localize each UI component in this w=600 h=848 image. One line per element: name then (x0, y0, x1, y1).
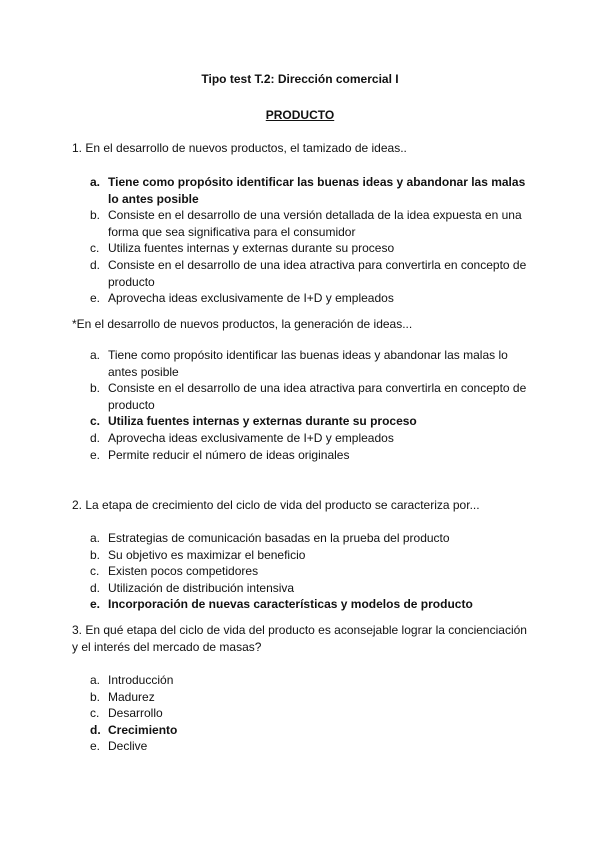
option-text: Tiene como propósito identificar las buenas ideas y abandonar las malas lo antes posible (108, 348, 508, 379)
option-letter: c. (90, 564, 100, 579)
question-1-options (72, 174, 532, 307)
option-letter: b. (90, 381, 101, 396)
option-text: Desarrollo (108, 706, 163, 721)
option-letter: e. (90, 447, 101, 462)
option (72, 380, 532, 413)
option-letter: a. (90, 531, 101, 545)
option-text: Tiene como propósito identificar las buenas ideas y abandonar las malas lo antes posible (108, 175, 526, 206)
option-letter: e. (90, 291, 101, 306)
option (72, 257, 532, 290)
option-text: Declive (108, 739, 148, 754)
option-letter: a. (90, 348, 101, 362)
option (72, 430, 532, 447)
option-letter: b. (90, 689, 101, 704)
option-letter: d. (90, 580, 101, 595)
question-3-options (72, 672, 532, 755)
option-text: Incorporación de nuevas características y modelos de producto (108, 597, 473, 612)
option (72, 413, 532, 430)
option (72, 689, 532, 706)
option-text: Madurez (108, 689, 155, 704)
option-letter: a. (90, 673, 101, 687)
option-text: Utiliza fuentes internas y externas durante su proceso (108, 414, 417, 429)
question-3-text: 3. En qué etapa del ciclo de vida del producto es aconsejable lograr la concienciación y el interés del mercado de masas? (72, 623, 527, 654)
option-text: Aprovecha ideas exclusivamente de I+D y empleados (108, 430, 394, 445)
option (72, 207, 532, 240)
option (72, 722, 532, 739)
option (72, 547, 532, 564)
question-1b-options (72, 347, 532, 463)
option-text: Su objetivo es maximizar el beneficio (108, 547, 306, 562)
question-2-options (72, 530, 532, 613)
option (72, 447, 532, 464)
option-text: Estrategias de comunicación basadas en la prueba del producto (108, 531, 450, 545)
option (72, 672, 532, 689)
option-letter: d. (90, 430, 101, 445)
option-text: Consiste en el desarrollo de una versión detallada de la idea expuesta en una forma que sea significativa para el consumidor (108, 208, 522, 239)
option-text: Consiste en el desarrollo de una idea atractiva para convertirla en concepto de producto (108, 257, 527, 289)
option (72, 563, 532, 580)
option-letter: a. (90, 175, 101, 189)
option (72, 240, 532, 257)
option-text: Utiliza fuentes internas y externas durante su proceso (108, 241, 395, 256)
option-letter: c. (90, 241, 100, 256)
option (72, 530, 532, 547)
option (72, 580, 532, 597)
option-text: Utilización de distribución intensiva (108, 580, 295, 595)
section-title: PRODUCTO (265, 108, 335, 122)
option (72, 174, 532, 207)
option-letter: e. (90, 597, 101, 612)
document-title: Tipo test T.2: Dirección comercial I (201, 72, 399, 86)
option-text: Existen pocos competidores (108, 564, 259, 579)
option-text: Consiste en el desarrollo de una idea atractiva para convertirla en concepto de producto (108, 381, 527, 412)
option-text: Aprovecha ideas exclusivamente de I+D y empleados (108, 291, 394, 306)
option (72, 347, 532, 380)
option-letter: b. (90, 547, 101, 562)
question-2-text: 2. La etapa de crecimiento del ciclo de vida del producto se caracteriza por... (72, 498, 480, 512)
option-letter: d. (90, 722, 101, 737)
question-1-text: 1. En el desarrollo de nuevos productos, el tamizado de ideas.. (72, 141, 407, 155)
option-letter: b. (90, 208, 101, 223)
option-text: Permite reducir el número de ideas originales (108, 447, 350, 462)
option-letter: d. (90, 257, 101, 272)
option-letter: c. (90, 414, 101, 429)
option-text: Introducción (108, 673, 174, 687)
option (72, 290, 532, 307)
option (72, 705, 532, 722)
option (72, 596, 532, 613)
option-letter: c. (90, 706, 100, 721)
option-text: Crecimiento (108, 722, 178, 737)
question-1b-text: *En el desarrollo de nuevos productos, la generación de ideas... (72, 317, 413, 331)
option-letter: e. (90, 739, 101, 754)
option (72, 738, 532, 755)
